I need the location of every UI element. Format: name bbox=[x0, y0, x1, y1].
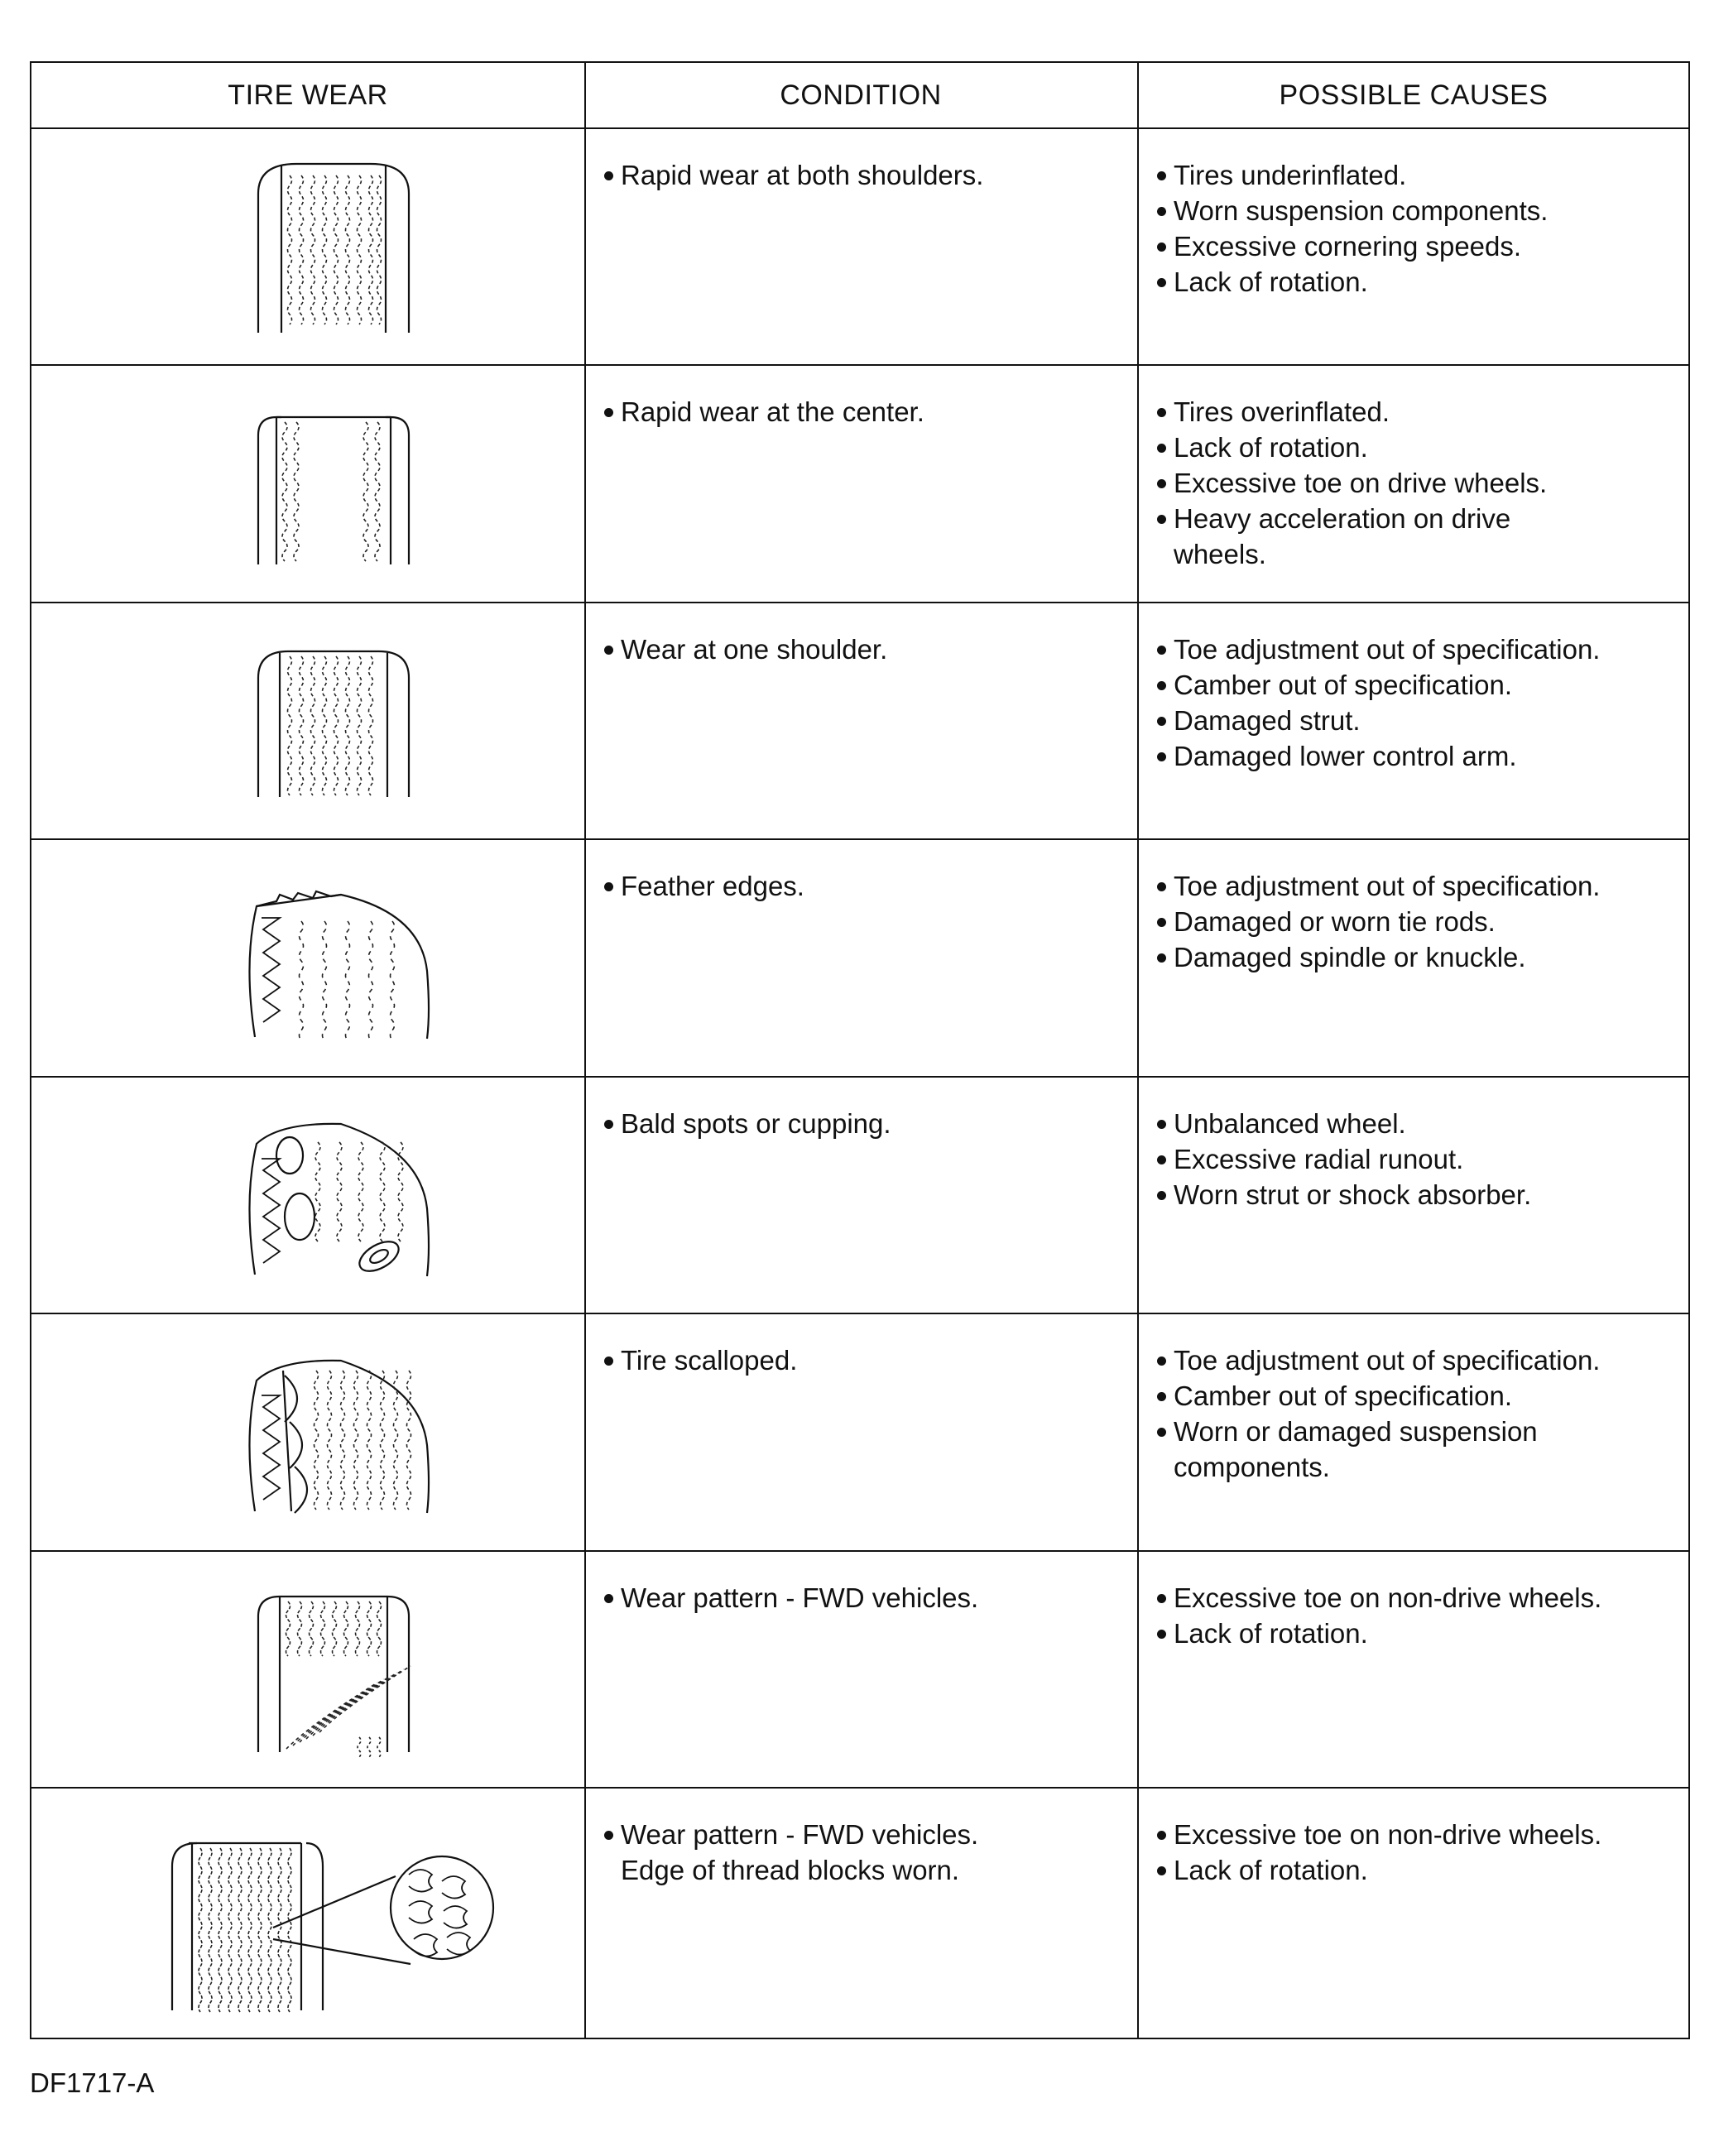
condition-text: Feather edges. bbox=[603, 868, 1116, 904]
cause-text: Worn or damaged suspension bbox=[1155, 1414, 1685, 1449]
condition-cell bbox=[603, 631, 1116, 667]
cause-text: Toe adjustment out of specification. bbox=[1155, 1342, 1685, 1378]
tire-wear-pattern-fwd-icon bbox=[31, 1550, 584, 1787]
cause-text: Excessive toe on non-drive wheels. bbox=[1155, 1817, 1685, 1852]
cause-text: Lack of rotation. bbox=[1155, 1852, 1685, 1888]
tire-wear-illustration bbox=[31, 838, 584, 1075]
cause-text: Worn strut or shock absorber. bbox=[1155, 1177, 1685, 1212]
header-tire-wear: TIRE WEAR bbox=[228, 79, 388, 111]
cause-text: Toe adjustment out of specification. bbox=[1155, 631, 1685, 667]
condition-text: Rapid wear at both shoulders. bbox=[603, 157, 1116, 193]
cause-text: Tires overinflated. bbox=[1155, 394, 1685, 430]
cause-text: Lack of rotation. bbox=[1155, 264, 1685, 300]
possible-causes-cell bbox=[1155, 868, 1685, 975]
cause-text: Camber out of specification. bbox=[1155, 1378, 1685, 1414]
tire-wear-illustration bbox=[31, 1787, 584, 2024]
tire-bald-spots-icon bbox=[31, 1076, 584, 1313]
tire-feather-edges-icon bbox=[31, 838, 584, 1075]
tire-wear-illustration bbox=[31, 602, 584, 838]
condition-cell bbox=[603, 868, 1116, 904]
condition-cell bbox=[603, 1342, 1116, 1378]
possible-causes-cell bbox=[1155, 157, 1685, 300]
tire-wear-illustration bbox=[31, 1313, 584, 1549]
cause-text: Tires underinflated. bbox=[1155, 157, 1685, 193]
condition-text: Rapid wear at the center. bbox=[603, 394, 1116, 430]
condition-text: Wear at one shoulder. bbox=[603, 631, 1116, 667]
cause-text: Excessive toe on non-drive wheels. bbox=[1155, 1580, 1685, 1616]
condition-cell bbox=[603, 1580, 1116, 1616]
tire-wear-illustration bbox=[31, 1550, 584, 1787]
table-row bbox=[31, 1313, 1688, 1549]
cause-text: Camber out of specification. bbox=[1155, 667, 1685, 703]
cause-text: Unbalanced wheel. bbox=[1155, 1106, 1685, 1141]
cause-text: Excessive radial runout. bbox=[1155, 1141, 1685, 1177]
possible-causes-cell bbox=[1155, 1342, 1685, 1485]
tire-tread-block-wear-icon bbox=[31, 1787, 584, 2024]
condition-text: Wear pattern - FWD vehicles. bbox=[603, 1817, 1116, 1852]
tire-scalloped-icon bbox=[31, 1313, 584, 1549]
condition-text: Tire scalloped. bbox=[603, 1342, 1116, 1378]
tire-wear-illustration bbox=[31, 127, 584, 364]
possible-causes-cell bbox=[1155, 1580, 1685, 1651]
table-row bbox=[31, 127, 1688, 364]
tire-wear-both-shoulders-icon bbox=[31, 127, 584, 364]
cause-text: Worn suspension components. bbox=[1155, 193, 1685, 228]
cause-text: Excessive toe on drive wheels. bbox=[1155, 465, 1685, 501]
cause-text: wheels. bbox=[1174, 539, 1266, 569]
possible-causes-cell bbox=[1155, 1817, 1685, 1888]
tire-wear-table bbox=[30, 61, 1690, 2039]
condition-cell bbox=[603, 1106, 1116, 1141]
condition-text: Bald spots or cupping. bbox=[603, 1106, 1116, 1141]
cause-text: Damaged strut. bbox=[1155, 703, 1685, 738]
cause-text: Toe adjustment out of specification. bbox=[1155, 868, 1685, 904]
table-row bbox=[31, 1076, 1688, 1313]
cause-text: Damaged spindle or knuckle. bbox=[1155, 939, 1685, 975]
header-condition: CONDITION bbox=[780, 79, 942, 111]
cause-text: components. bbox=[1174, 1452, 1330, 1482]
tire-wear-illustration bbox=[31, 364, 584, 601]
tire-wear-center-icon bbox=[31, 364, 584, 601]
possible-causes-cell bbox=[1155, 1106, 1685, 1212]
table-row bbox=[31, 364, 1688, 601]
cause-text: Lack of rotation. bbox=[1155, 430, 1685, 465]
condition-cell bbox=[603, 157, 1116, 193]
condition-text: Edge of thread blocks worn. bbox=[621, 1855, 960, 1885]
table-row bbox=[31, 602, 1688, 838]
condition-cell bbox=[603, 394, 1116, 430]
possible-causes-cell bbox=[1155, 394, 1685, 572]
tire-wear-illustration bbox=[31, 1076, 584, 1313]
table-row bbox=[31, 1787, 1688, 2024]
document-id: DF1717-A bbox=[30, 2067, 155, 2098]
cause-text: Heavy acceleration on drive bbox=[1155, 501, 1685, 536]
possible-causes-cell bbox=[1155, 631, 1685, 774]
header-possible-causes: POSSIBLE CAUSES bbox=[1279, 79, 1549, 111]
table-row bbox=[31, 838, 1688, 1075]
table-row bbox=[31, 1550, 1688, 1787]
cause-text: Excessive cornering speeds. bbox=[1155, 228, 1685, 264]
condition-text: Wear pattern - FWD vehicles. bbox=[603, 1580, 1116, 1616]
condition-cell bbox=[603, 1817, 1116, 1888]
cause-text: Damaged or worn tie rods. bbox=[1155, 904, 1685, 939]
cause-text: Damaged lower control arm. bbox=[1155, 738, 1685, 774]
cause-text: Lack of rotation. bbox=[1155, 1616, 1685, 1651]
tire-wear-one-shoulder-icon bbox=[31, 602, 584, 838]
